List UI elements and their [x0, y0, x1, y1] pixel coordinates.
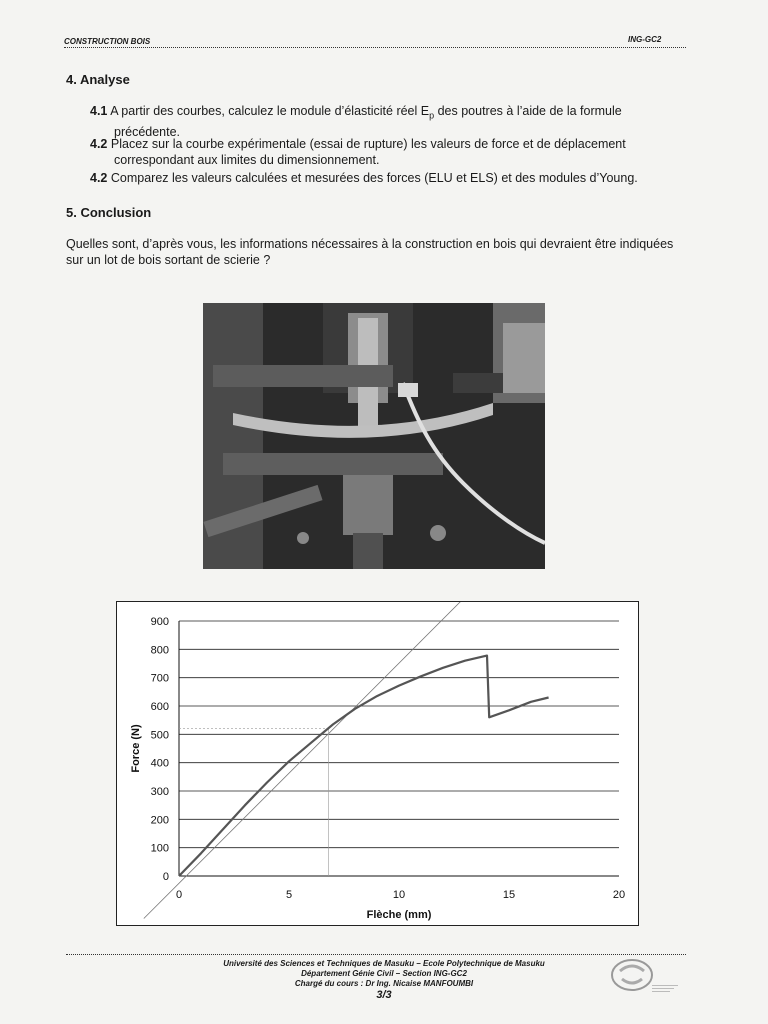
item-text-line2: correspondant aux limites du dimensionnement.	[114, 153, 380, 167]
y-tick-label: 400	[150, 757, 169, 770]
logo-emblem	[610, 957, 654, 993]
chart-svg	[117, 602, 638, 925]
item-subscript: p	[429, 110, 435, 121]
item-text: A partir des courbes, calculez le module d’élasticité réel E	[110, 104, 430, 118]
item-text-cont: des poutres à l’aide de la formule	[434, 104, 622, 118]
footer-university: Université des Sciences et Techniques de Masuku – Ecole Polytechnique de Masuku	[223, 959, 545, 968]
section-4-title: 4. Analyse	[66, 72, 130, 87]
school-logo	[610, 957, 654, 993]
y-tick-label: 800	[150, 644, 169, 657]
force-deflection-curve	[179, 656, 549, 876]
section-5-title: 5. Conclusion	[66, 205, 152, 220]
test-rig-photo	[203, 303, 545, 569]
item-text-line2: précédente.	[114, 124, 181, 139]
y-tick-label: 900	[150, 616, 169, 628]
force-deflection-chart	[116, 601, 639, 926]
item-number: 4.1	[90, 104, 108, 118]
x-tick-label: 5	[285, 889, 293, 901]
footer-lecturer: Chargé du cours : Dr Ing. Nicaise MANFOUMBI	[294, 979, 474, 988]
footer-divider	[66, 954, 686, 955]
item-number: 4.2	[90, 137, 108, 151]
test-rig-illustration	[203, 303, 545, 569]
y-tick-label: 600	[150, 701, 169, 713]
y-tick-label: 500	[150, 729, 169, 742]
y-tick-label: 0	[162, 871, 169, 883]
conclusion-question	[66, 236, 686, 268]
conclusion-line2: sur un lot de bois sortant de scierie ?	[66, 253, 271, 267]
conclusion-line1: Quelles sont, d’après vous, les informations nécessaires à la construction en bois qui devraient être indiquées	[66, 237, 674, 251]
y-tick-label: 300	[150, 786, 169, 798]
footer-department: Département Génie Civil – Section ING-GC2	[301, 969, 467, 978]
x-tick-label: 15	[502, 889, 516, 901]
item-4-2	[90, 136, 650, 168]
x-tick-label: 0	[175, 889, 183, 901]
item-4-1	[90, 103, 650, 140]
footer-block	[100, 959, 668, 1002]
page-number: 3/3	[376, 989, 392, 1001]
x-tick-label: 10	[392, 889, 406, 901]
logo-caption-mark	[652, 980, 682, 990]
y-tick-label: 200	[150, 814, 169, 827]
item-number: 4.2	[90, 171, 108, 185]
y-tick-label: 100	[150, 842, 169, 855]
header-class: ING-GC2	[628, 35, 662, 44]
x-axis-label: Flèche (mm)	[366, 909, 432, 921]
y-axis-label: Force (N)	[130, 724, 142, 773]
item-text: Placez sur la courbe expérimentale (essai de rupture) les valeurs de force et de déplacement	[110, 137, 626, 151]
x-tick-label: 20	[612, 889, 626, 901]
item-4-3	[90, 170, 650, 186]
header-course-title: CONSTRUCTION BOIS	[64, 37, 151, 46]
y-tick-label: 700	[150, 672, 169, 685]
header-divider	[64, 47, 686, 48]
item-text: Comparez les valeurs calculées et mesurées des forces (ELU et ELS) et des modules d’Young.	[110, 171, 638, 185]
